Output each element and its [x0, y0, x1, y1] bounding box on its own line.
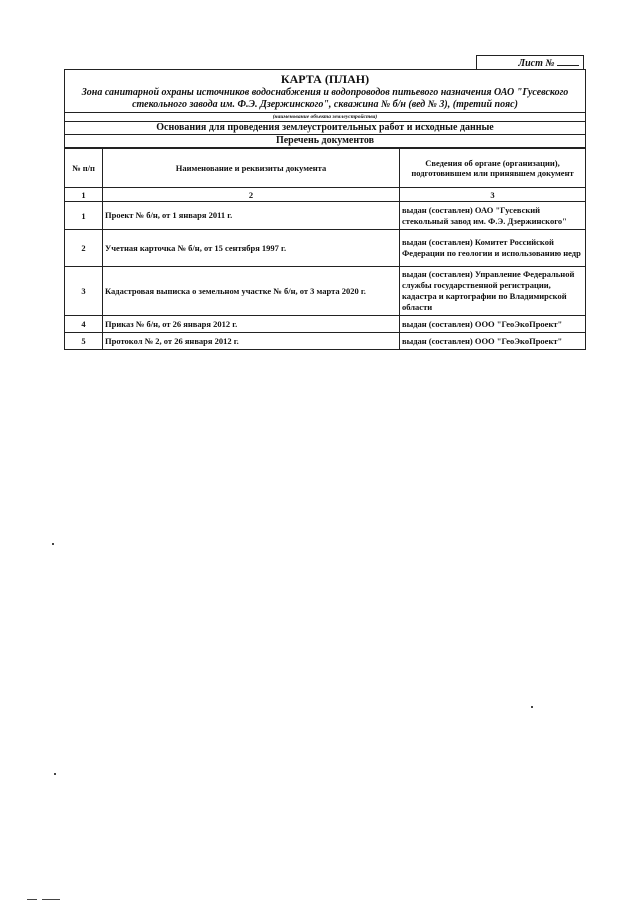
scan-speck [52, 543, 54, 545]
column-index: 2 [103, 188, 400, 202]
row-organization: выдан (составлен) Управление Федеральной службы государственной регистрации, кадастра и картографии по Владимирской области [400, 267, 586, 316]
row-organization: выдан (составлен) Комитет Российской Федерации по геологии и использованию недр [400, 230, 586, 267]
column-index-row [65, 188, 585, 202]
header-num: № п/п [65, 149, 103, 188]
table-row [65, 230, 585, 267]
row-num: 4 [65, 316, 103, 333]
row-num: 5 [65, 333, 103, 350]
row-document-name: Кадастровая выписка о земельном участке № б/н, от 3 марта 2020 г. [103, 267, 400, 316]
documents-list-heading: Перечень документов [65, 135, 585, 148]
table-row [65, 316, 585, 333]
row-document-name: Учетная карточка № б/н, от 15 сентября 1997 г. [103, 230, 400, 267]
scan-speck [531, 706, 533, 708]
row-organization: выдан (составлен) ООО "ГеоЭкоПроект" [400, 316, 586, 333]
row-num: 3 [65, 267, 103, 316]
row-num: 1 [65, 202, 103, 230]
table-row [65, 333, 585, 350]
header-org: Сведения об органе (организации), подготовившем или принявшем документ [400, 149, 586, 188]
sheet-number-box [476, 55, 584, 69]
row-document-name: Протокол № 2, от 26 января 2012 г. [103, 333, 400, 350]
document-card [64, 69, 586, 350]
document-title: КАРТА (ПЛАН) [280, 72, 370, 86]
row-organization: выдан (составлен) ОАО "Гусевский стекольный завод им. Ф.Э. Дзержинского" [400, 202, 586, 230]
object-name-hint: (наименование объекта землеустройства) [65, 113, 585, 122]
basis-heading: Основания для проведения землеустроительных работ и исходные данные [65, 122, 585, 135]
table-row [65, 267, 585, 316]
document-subtitle: Зона санитарной охраны источников водоснабжения и водопроводов питьевого назначения ОАО "Гусевского стекольного завода им. Ф.Э. Дзержинского", скважина № б/н (вед № 3), (третий пояс) [81, 87, 569, 110]
scan-speck [54, 773, 56, 775]
header-name: Наименование и реквизиты документа [103, 149, 400, 188]
sheet-number-label: Лист № [518, 58, 555, 69]
column-index: 1 [65, 188, 103, 202]
sheet-number-blank [557, 56, 579, 66]
row-document-name: Проект № б/н, от 1 января 2011 г. [103, 202, 400, 230]
documents-table [65, 148, 585, 349]
column-index: 3 [400, 188, 586, 202]
scan-speck [42, 899, 60, 900]
table-header-row [65, 149, 585, 188]
document-header [65, 70, 585, 113]
row-document-name: Приказ № б/н, от 26 января 2012 г. [103, 316, 400, 333]
table-row [65, 202, 585, 230]
row-organization: выдан (составлен) ООО "ГеоЭкоПроект" [400, 333, 586, 350]
scan-speck [27, 899, 37, 900]
row-num: 2 [65, 230, 103, 267]
